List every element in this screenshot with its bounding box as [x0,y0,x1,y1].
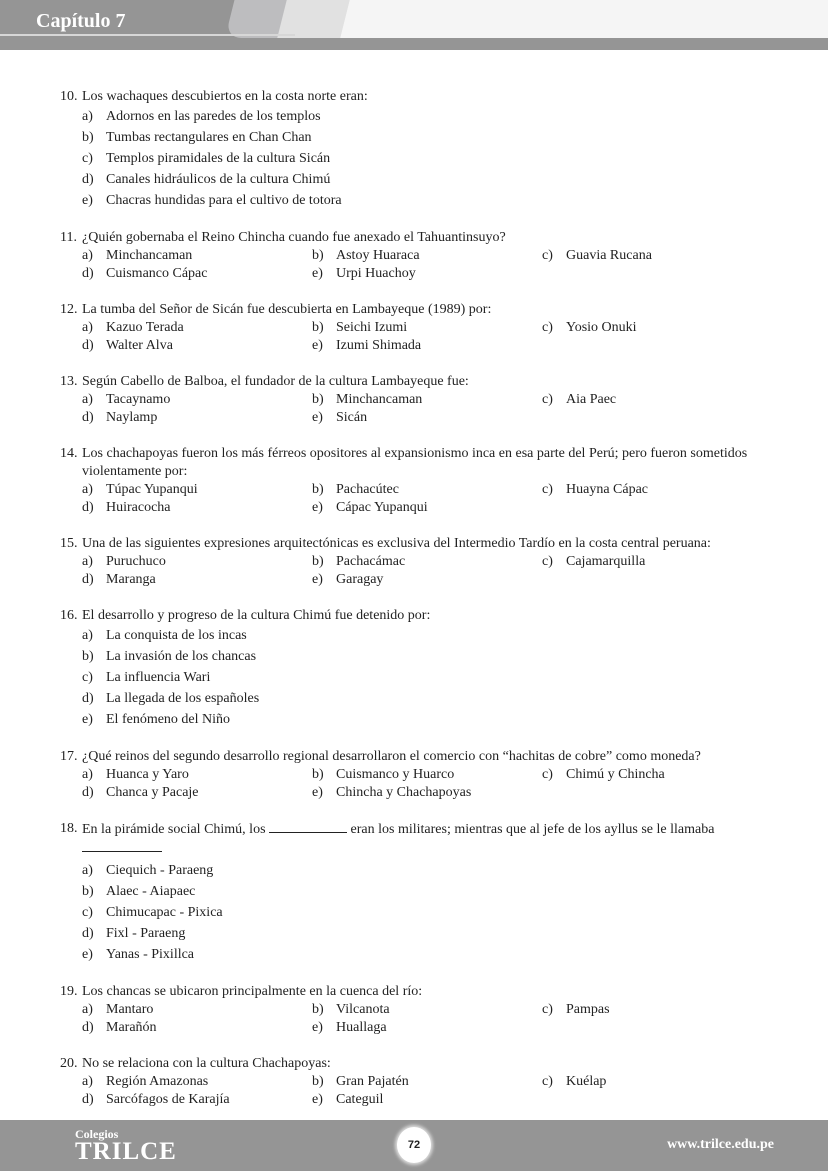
options [82,625,760,730]
option[interactable] [312,337,542,355]
options [82,1073,760,1109]
option[interactable] [82,499,312,517]
option[interactable] [82,247,312,265]
option-letter: c) [542,482,553,497]
question-stem [60,748,760,766]
question-number: 13. [60,374,78,389]
option-text: Astoy Huaraca [336,248,420,263]
option-letter: a) [82,554,93,569]
option-text: Huanca y Yaro [106,767,189,782]
answer-blank [269,820,347,833]
question [60,301,760,355]
option[interactable] [312,571,542,589]
option-letter: b) [312,482,324,497]
question-text: Una de las siguientes expresiones arquitectónicas es exclusiva del Intermedio Tardío en la costa central peruana: [82,536,711,551]
option-letter: c) [542,1002,553,1017]
option-letter: c) [542,1074,553,1089]
option-text: La llegada de los españoles [106,691,260,706]
option-text: Yanas - Pixillca [106,947,195,962]
question-number: 17. [60,749,78,764]
option-text: La conquista de los incas [106,628,247,643]
option[interactable] [82,1019,312,1037]
page-number: 72 [397,1127,431,1163]
options [82,247,760,283]
option-letter: a) [82,767,93,782]
option[interactable] [312,1091,542,1109]
header-decoration [340,0,828,38]
option-letter: c) [82,151,93,166]
option-text: Marañón [106,1020,157,1035]
option[interactable] [82,625,760,646]
option[interactable] [312,499,542,517]
question-number: 10. [60,89,78,104]
option[interactable] [82,860,760,881]
question [60,820,760,965]
option-text: Chincha y Chachapoyas [336,785,472,800]
option-text: Minchancaman [336,392,423,407]
option-text: Guavia Rucana [566,248,652,263]
option-letter: b) [312,320,324,335]
option[interactable] [82,190,760,211]
option-text: Chacras hundidas para el cultivo de totora [106,193,342,208]
option-letter: a) [82,863,93,878]
options [82,860,760,965]
option-letter: b) [312,767,324,782]
option-letter: c) [542,767,553,782]
brand-small: Colegios [75,1127,119,1141]
option[interactable] [82,709,760,730]
option-letter: c) [542,248,553,263]
option-text: Garagay [336,572,384,587]
question-text: Los chancas se ubicaron principalmente en la cuenca del río: [82,984,423,999]
options [82,766,760,802]
option-letter: e) [82,947,93,962]
option[interactable] [312,409,542,427]
option[interactable] [82,1073,312,1091]
question-stem [60,301,760,319]
option[interactable] [82,784,312,802]
option-letter: e) [312,410,323,425]
option-text: Seichi Izumi [336,320,408,335]
option[interactable] [82,337,312,355]
option-text: Aia Paec [566,392,617,407]
options [82,1001,760,1037]
option-text: Chimú y Chincha [566,767,665,782]
question-stem [60,820,760,839]
options [82,319,760,355]
option-letter: e) [312,338,323,353]
option[interactable] [82,902,760,923]
option-text: La influencia Wari [106,670,211,685]
question [60,748,760,802]
option[interactable] [82,766,312,784]
option-letter: c) [82,905,93,920]
options [82,553,760,589]
question-stem [60,1055,760,1073]
option-text: Tumbas rectangulares en Chan Chan [106,130,312,145]
chapter-title: Capítulo 7 [36,10,126,32]
option-text: Huallaga [336,1020,387,1035]
option[interactable] [82,265,312,283]
option-letter: b) [312,554,324,569]
option[interactable] [82,169,760,190]
option-text: Huayna Cápac [566,482,649,497]
option[interactable] [82,944,760,965]
option-letter: c) [542,392,553,407]
option-text: Alaec - Aiapaec [106,884,196,899]
option-letter: b) [82,649,94,664]
question-number: 16. [60,608,78,623]
option-text: La invasión de los chancas [106,649,257,664]
option-letter: d) [82,691,94,706]
option-letter: a) [82,482,93,497]
option-text: Maranga [106,572,156,587]
option-letter: a) [82,1002,93,1017]
question [60,607,760,730]
option-letter: b) [312,392,324,407]
option[interactable] [312,319,542,337]
option-letter: e) [312,266,323,281]
option-letter: c) [82,670,93,685]
question-text: ¿Quién gobernaba el Reino Chincha cuando fue anexado el Tahuantinsuyo? [82,230,506,245]
header-bar [0,38,828,50]
option-letter: c) [542,554,553,569]
question-number: 14. [60,446,78,461]
question-text-before: En la pirámide social Chimú, los [82,822,266,837]
option-letter: b) [82,130,94,145]
option-text: Canales hidráulicos de la cultura Chimú [106,172,331,187]
option-text: Sicán [336,410,368,425]
option-text: Cuismanco Cápac [106,266,208,281]
question-text: No se relaciona con la cultura Chachapoyas: [82,1056,331,1071]
option-letter: c) [542,320,553,335]
option-text: Adornos en las paredes de los templos [106,109,321,124]
option-letter: e) [312,785,323,800]
option-text: Puruchuco [106,554,166,569]
option[interactable] [312,553,542,571]
option[interactable] [82,571,312,589]
question-stem [60,229,760,247]
option-text: Vilcanota [336,1002,390,1017]
option[interactable] [542,766,772,784]
question-stem [60,445,760,481]
option-letter: a) [82,628,93,643]
question-text: El desarrollo y progreso de la cultura Chimú fue detenido por: [82,608,431,623]
option-text: Categuil [336,1092,384,1107]
question-list [60,88,760,1127]
question [60,229,760,283]
option-text: El fenómeno del Niño [106,712,231,727]
option-text: Región Amazonas [106,1074,209,1089]
option[interactable] [542,553,772,571]
option-letter: a) [82,248,93,263]
question-text: Los chachapoyas fueron los más férreos opositores al expansionismo inca en esa parte del Perú; pero fueron sometidos violentamente por: [82,446,748,479]
option[interactable] [82,1001,312,1019]
option-text: Sarcófagos de Karajía [106,1092,230,1107]
option-text: Chanca y Pacaje [106,785,199,800]
question-number: 12. [60,302,78,317]
option-letter: e) [312,1092,323,1107]
option[interactable] [312,1019,542,1037]
question [60,983,760,1037]
option-letter: d) [82,500,94,515]
option-text: Ciequich - Paraeng [106,863,214,878]
option-letter: b) [312,248,324,263]
question-stem [60,535,760,553]
option-text: Fixl - Paraeng [106,926,186,941]
option-text: Chimucapac - Pixica [106,905,223,920]
option[interactable] [312,265,542,283]
option-letter: d) [82,1020,94,1035]
option-letter: e) [82,712,93,727]
option[interactable] [542,391,772,409]
question-stem [60,88,760,106]
options [82,481,760,517]
option[interactable] [82,148,760,169]
option-letter: a) [82,392,93,407]
option-text: Cuismanco y Huarco [336,767,455,782]
option-letter: e) [312,1020,323,1035]
option-text: Minchancaman [106,248,193,263]
answer-blank [82,839,162,852]
option-letter: a) [82,320,93,335]
option-text: Yosio Onuki [566,320,637,335]
question [60,1055,760,1109]
option-text: Kazuo Terada [106,320,184,335]
option-letter: b) [82,884,94,899]
option-text: Huiracocha [106,500,171,515]
option-text: Templos piramidales de la cultura Sicán [106,151,331,166]
option[interactable] [82,1091,312,1109]
question-text: Según Cabello de Balboa, el fundador de la cultura Lambayeque fue: [82,374,469,389]
option-text: Cajamarquilla [566,554,646,569]
option[interactable] [312,784,542,802]
option[interactable] [82,923,760,944]
option-letter: d) [82,410,94,425]
option-letter: d) [82,572,94,587]
option[interactable] [82,106,760,127]
question-text [82,820,714,839]
question [60,535,760,589]
page-footer [0,1120,828,1171]
options [82,391,760,427]
option-letter: b) [312,1074,324,1089]
option-text: Naylamp [106,410,158,425]
question-number: 19. [60,984,78,999]
option[interactable] [312,1001,542,1019]
option[interactable] [312,391,542,409]
option[interactable] [542,247,772,265]
option[interactable] [542,1001,772,1019]
option[interactable] [542,319,772,337]
question-text: Los wachaques descubiertos en la costa norte eran: [82,89,368,104]
option-letter: e) [312,500,323,515]
option-text: Pachacútec [336,482,399,497]
question-number: 11. [60,230,77,245]
option[interactable] [82,688,760,709]
option[interactable] [82,881,760,902]
option[interactable] [82,481,312,499]
option-text: Izumi Shimada [336,338,422,353]
website-link[interactable]: www.trilce.edu.pe [667,1137,774,1152]
question-stem [60,607,760,625]
option-letter: b) [312,1002,324,1017]
option-text: Pampas [566,1002,610,1017]
option[interactable] [82,409,312,427]
question-text-after: eran los militares; mientras que al jefe de los ayllus se le llamaba [350,822,715,837]
question-stem [60,373,760,391]
option[interactable] [82,127,760,148]
option-letter: e) [82,193,93,208]
question [60,445,760,517]
option[interactable] [312,766,542,784]
page-header [0,0,828,50]
option[interactable] [312,247,542,265]
option-text: Walter Alva [106,338,173,353]
question-text: ¿Qué reinos del segundo desarrollo regional desarrollaron el comercio con “hachitas de cobre” como moneda? [82,749,701,764]
header-rule [0,34,295,36]
option[interactable] [542,1073,772,1091]
option-letter: d) [82,785,94,800]
options [82,106,760,211]
question [60,373,760,427]
option-letter: a) [82,1074,93,1089]
option[interactable] [82,667,760,688]
option[interactable] [82,646,760,667]
option[interactable] [82,553,312,571]
option-text: Cápac Yupanqui [336,500,428,515]
option[interactable] [82,391,312,409]
option-letter: d) [82,338,94,353]
option[interactable] [82,319,312,337]
option-letter: d) [82,172,94,187]
option[interactable] [312,481,542,499]
option-text: Mantaro [106,1002,154,1017]
option-letter: e) [312,572,323,587]
option-letter: a) [82,109,93,124]
option-letter: d) [82,1092,94,1107]
question-number: 18. [60,821,78,836]
option-text: Tacaynamo [106,392,171,407]
question-stem [60,983,760,1001]
option-letter: d) [82,926,94,941]
option-text: Urpi Huachoy [336,266,416,281]
option[interactable] [312,1073,542,1091]
question [60,88,760,211]
option-text: Kuélap [566,1074,607,1089]
option-text: Pachacámac [336,554,406,569]
question-number: 15. [60,536,78,551]
brand-logo: TRILCE [75,1138,177,1165]
option-text: Gran Pajatén [336,1074,409,1089]
question-number: 20. [60,1056,78,1071]
option-text: Túpac Yupanqui [106,482,198,497]
option-letter: d) [82,266,94,281]
option[interactable] [542,481,772,499]
question-text: La tumba del Señor de Sicán fue descubierta en Lambayeque (1989) por: [82,302,492,317]
